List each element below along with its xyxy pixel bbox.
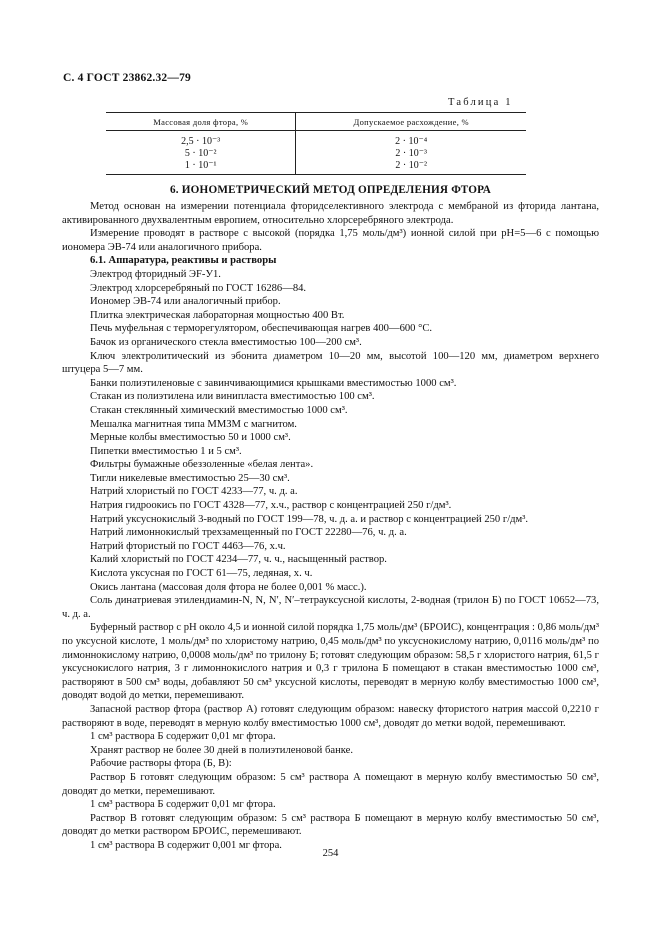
list-item: Плитка электрическая лабораторная мощностью 400 Вт. (90, 309, 345, 321)
list-item: Окись лантана (массовая доля фтора не более 0,001 % масс.). (90, 581, 367, 593)
page-number: 254 (322, 848, 339, 859)
paragraph: Запасной раствор фтора (раствор А) готовят следующим образом: навеску фтористого натрия массой 0,2210 г растворяют в воде, переводят в мерную колбу вместимостью 1000 см³, доводят до метки водой, перемешивают. (62, 703, 599, 729)
running-header: С. 4 ГОСТ 23862.32—79 (63, 72, 191, 84)
list-item: Ключ электролитический из эбонита диаметром 10—20 мм, высотой 100—120 мм, диаметром верхнего штуцера 5—7 мм. (62, 350, 599, 376)
list-item: Натрия гидроокись по ГОСТ 4328—77, х.ч., раствор с концентрацией 250 г/дм³. (90, 500, 452, 512)
list-item: Бачок из органического стекла вместимостью 100—200 см³. (90, 336, 362, 348)
table-caption: Таблица 1 (448, 97, 513, 108)
list-item: Фильтры бумажные обеззоленные «белая лента». (90, 459, 314, 471)
paragraph: Хранят раствор не более 30 дней в полиэтиленовой банке. (90, 744, 353, 756)
intro-paragraph: Измерение проводят в растворе с высокой (порядка 1,75 моль/дм³) ионной силой при pH=5—6 с помощью иономера ЭВ-74 или аналогичного прибора. (62, 228, 599, 253)
paragraph: 1 см³ раствора В содержит 0,001 мг фтора. (90, 839, 282, 851)
paragraph: 1 см³ раствора Б содержит 0,01 мг фтора. (90, 799, 276, 811)
table-cell: 5 · 10⁻² (184, 148, 217, 159)
list-item: Пипетки вместимостью 1 и 5 см³. (90, 445, 242, 457)
paragraph: Раствор В готовят следующим образом: 5 см³ раствора Б помещают в мерную колбу вместимостью 50 см³, доводят до метки раствором БРОИС, перемешивают. (62, 812, 599, 838)
table-cell: 2,5 · 10⁻³ (181, 136, 221, 147)
list-item: Натрий лимоннокислый трехзамещенный по ГОСТ 22280—76, ч. д. а. (90, 527, 407, 539)
list-item: Тигли никелевые вместимостью 25—30 см³. (90, 472, 290, 484)
table-cell: 2 · 10⁻³ (296, 148, 526, 160)
table-cell: 2 · 10⁻² (296, 160, 526, 175)
table-row (106, 148, 526, 160)
list-item: Соль динатриевая этилендиамин-N, N, N′, N′–тетрауксусной кислоты, 2-водная (трилон Б) по ГОСТ 10652—73, ч. д. а. (62, 595, 599, 620)
paragraph: Рабочие растворы фтора (Б, В): (90, 758, 232, 770)
tolerance-table (106, 112, 526, 175)
list-item: Мешалка магнитная типа ММЗМ с магнитом. (90, 418, 297, 430)
table-header-mass-fraction: Массовая доля фтора, % (106, 113, 296, 131)
list-item: Электрод фторидный ЭF-У1. (90, 268, 221, 280)
table-cell: 1 · 10⁻¹ (106, 160, 296, 175)
paragraph: 1 см³ раствора Б содержит 0,01 мг фтора. (90, 731, 276, 743)
paragraph: Раствор Б готовят следующим образом: 5 см³ раствора А помещают в мерную колбу вместимостью 50 см³, доводят до метки, перемешивают. (62, 771, 599, 797)
list-item: Стакан из полиэтилена или винипласта вместимостью 100 см³. (90, 391, 375, 403)
list-item: Банки полиэтиленовые с завинчивающимися крышками вместимостью 1000 см³. (90, 377, 457, 389)
section-title: 6. ИОНОМЕТРИЧЕСКИЙ МЕТОД ОПРЕДЕЛЕНИЯ ФТОРА (169, 184, 492, 196)
list-item: Кислота уксусная по ГОСТ 61—75, ледяная, х. ч. (90, 568, 313, 580)
list-item: Натрий фтористый по ГОСТ 4463—76, х.ч. (90, 540, 286, 552)
list-item: Калий хлористый по ГОСТ 4234—77, ч. ч., насыщенный раствор. (90, 554, 387, 566)
list-item: Электрод хлорсеребряный по ГОСТ 16286—84. (90, 282, 307, 294)
table-row (106, 160, 526, 175)
list-item: Мерные колбы вместимостью 50 и 1000 см³. (90, 432, 291, 444)
table-cell: 2 · 10⁻⁴ (296, 131, 526, 149)
paragraph: Буферный раствор с pH около 4,5 и ионной силой порядка 1,75 моль/дм³ (БРОИС), концентрация : 0,86 моль/дм³ по уксусной кислоте, 1 моль/дм³ по хлористому натрию, 0,45 моль/дм³ по уксуснокислому натрию, 0,0116 моль/дм³ по лимоннокислому натрию, 0,0008 моль/дм³ по трилону Б; готовят следующим образом: 58,5 г хлористого натрия, 61,5 г уксуснокислого натрия, 3 г лимоннокислого натрия и 0,3 г трилона Б помещают в стакан вместимостью 1000 см³, растворяют в 500 см³ воды, добавляют 50 см³ уксусной кислоты, переводят в мерную колбу вместимостью 1000 см³, доводят водой до метки, перемешивают. (62, 622, 599, 702)
subsection-title: 6.1. Аппаратура, реактивы и растворы (90, 255, 277, 267)
body-text (62, 200, 599, 853)
table-row (106, 131, 526, 149)
list-item: Натрий уксуснокислый 3-водный по ГОСТ 199—78, ч. д. а. и раствор с концентрацией 250 г/дм³. (90, 513, 529, 525)
list-item: Печь муфельная с терморегулятором, обеспечивающая нагрев 400—600 °С. (90, 323, 433, 335)
list-item: Натрий хлористый по ГОСТ 4233—77, ч. д. а. (90, 486, 298, 498)
list-item: Иономер ЭВ-74 или аналогичный прибор. (90, 296, 281, 308)
intro-paragraph: Метод основан на измерении потенциала фторидселективного электрода с мембраной из фторида лантана, активированного двухвалентным европием, относительно хлорсеребряного электрода. (62, 201, 599, 226)
table-header-tolerance: Допускаемое расхождение, % (296, 113, 526, 131)
list-item: Стакан стеклянный химический вместимостью 1000 см³. (90, 404, 348, 416)
